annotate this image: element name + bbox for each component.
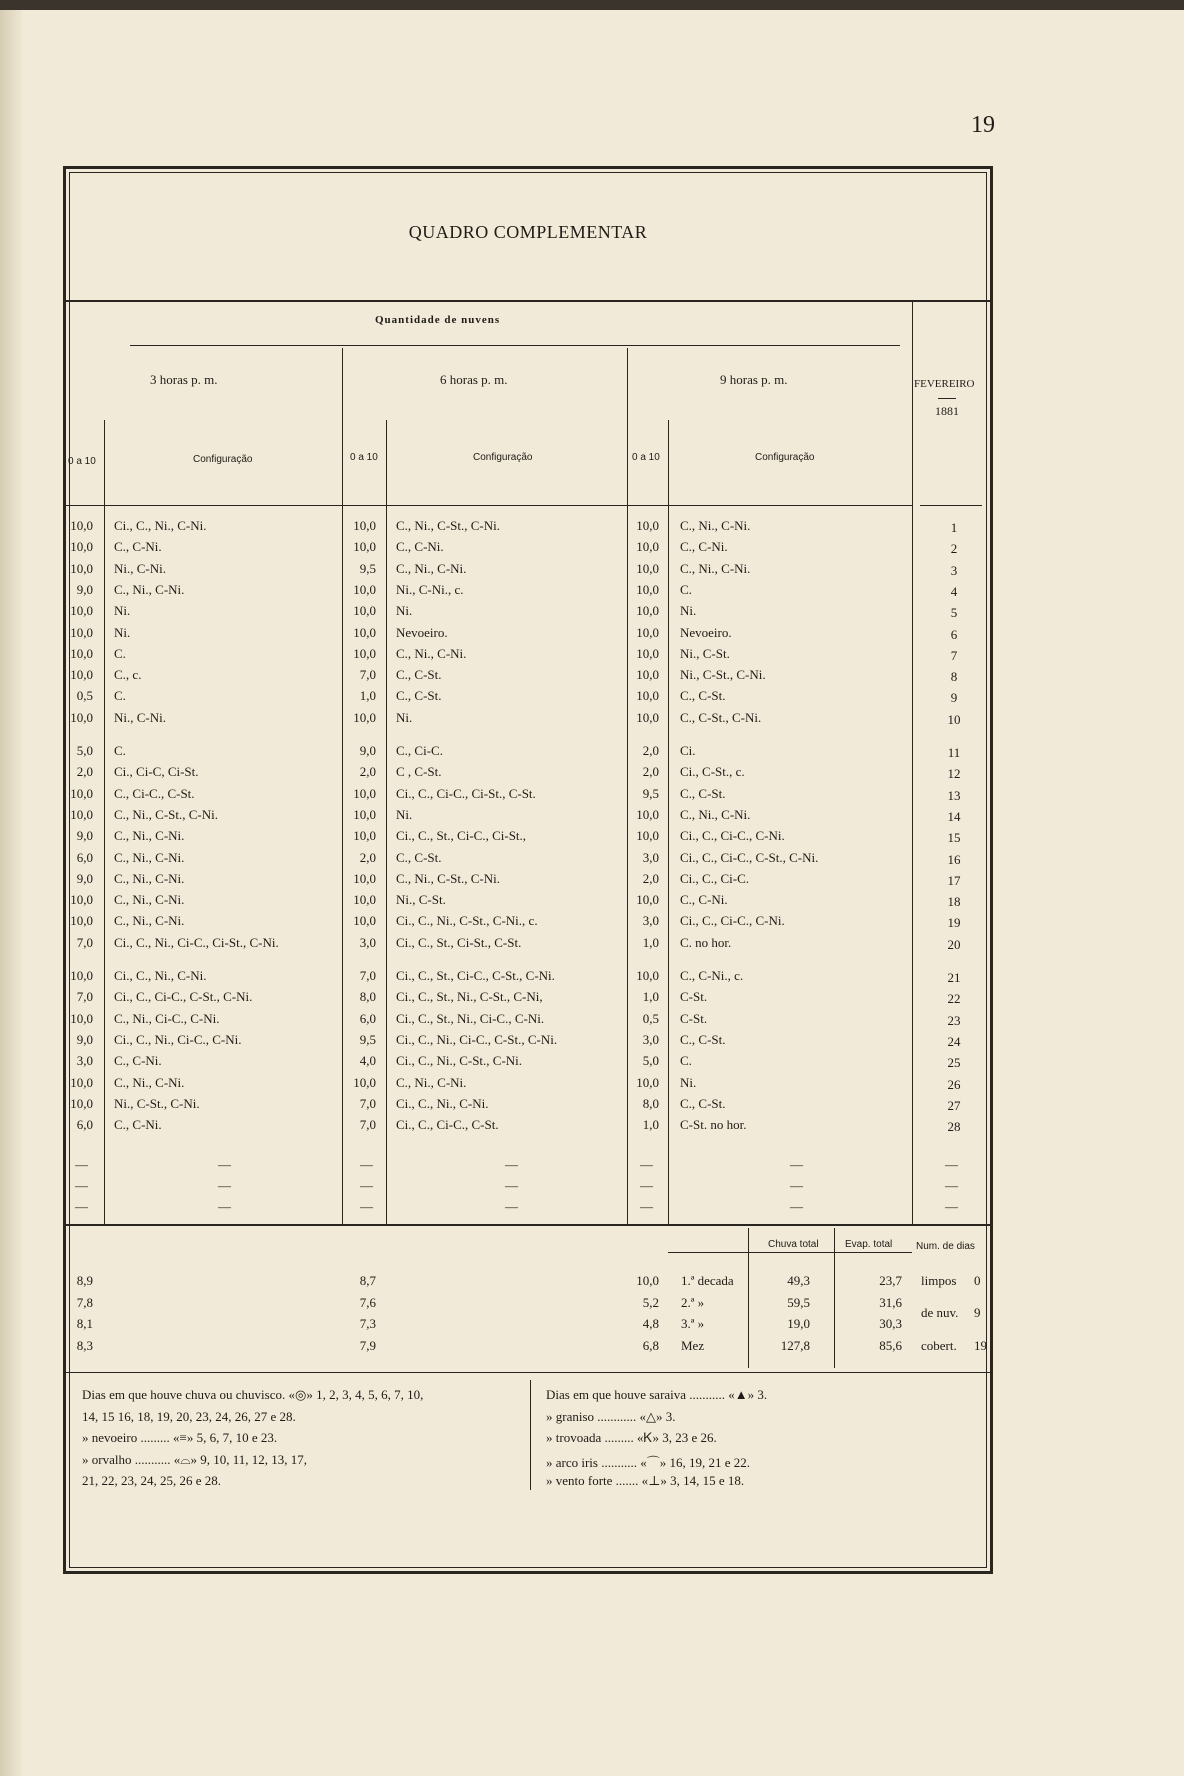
cloud-amount-9pm: 10,0 — [636, 539, 659, 555]
cloud-config-6pm: Ci., C., St., Ci-C., C-St., C-Ni. — [396, 968, 555, 983]
day-number: 6 — [950, 626, 958, 642]
cloud-amount-6pm: 9,5 — [359, 560, 376, 576]
summary-evap-total: 30,3 — [879, 1316, 902, 1331]
note-left-line: Dias em que houve chuva ou chuvisco. «◎» 1, 2, 3, 4, 5, 6, 7, 10, — [82, 1387, 424, 1402]
title-rule — [66, 300, 990, 302]
note-left-line: 21, 22, 23, 24, 25, 26 e 28. — [82, 1473, 222, 1488]
empty-dash: — — [75, 1178, 88, 1193]
day-number: 8 — [950, 669, 958, 685]
scale-header-3pm: 0 a 10 — [68, 456, 96, 467]
cloud-config-9pm: Ni., C-St. — [680, 645, 730, 661]
cloud-amount-9pm: 2,0 — [642, 743, 659, 758]
cloud-config-3pm: Ci., C., Ni., Ci-C., C-Ni. — [114, 1031, 242, 1047]
header-bottom-rule — [66, 505, 912, 506]
cloud-amount-6pm: 10,0 — [353, 870, 376, 886]
summary-chuva-total: 59,5 — [787, 1294, 810, 1310]
summary-period-label: Mez — [681, 1337, 705, 1353]
summary-period-label: 2.ª » — [681, 1294, 705, 1310]
cloud-config-9pm: C., C-St. — [680, 785, 726, 801]
notes-divider — [530, 1380, 531, 1490]
period-divider-2 — [627, 348, 628, 1226]
summary-header-chuva: Chuva total — [768, 1239, 819, 1250]
cloud-amount-3pm: 10,0 — [70, 968, 93, 983]
cloud-amount-9pm: 10,0 — [636, 667, 659, 683]
empty-dash: — — [640, 1199, 653, 1214]
day-number: 9 — [950, 690, 958, 706]
summary-days-value: 0 — [974, 1273, 981, 1288]
cloud-config-3pm: Ci., C., Ni., C-Ni. — [114, 968, 207, 983]
cloud-amount-3pm: 10,0 — [70, 624, 93, 640]
cloud-config-9pm: C., C-Ni., c. — [680, 968, 744, 983]
cloud-amount-3pm: 6,0 — [76, 849, 93, 865]
cloud-amount-9pm: 1,0 — [642, 1117, 659, 1133]
cloud-config-3pm: Ci., Ci-C, Ci-St. — [114, 764, 199, 780]
cloud-config-9pm: C., C-St. — [680, 1031, 726, 1047]
day-number: 10 — [947, 711, 961, 727]
cloud-config-9pm: Ci., C-St., c. — [680, 764, 745, 780]
cloud-config-6pm: Ci., C., Ni., C-Ni. — [396, 1095, 489, 1111]
summary-days-label: cobert. — [921, 1338, 957, 1353]
cloud-config-3pm: Ci., C., Ci-C., C-St., C-Ni. — [114, 989, 253, 1005]
cloud-amount-9pm: 0,5 — [642, 1010, 659, 1026]
cloud-amount-6pm: 2,0 — [359, 849, 376, 865]
cloud-config-6pm: Ci., C., Ni., Ci-C., C-St., C-Ni. — [396, 1031, 558, 1047]
cloud-config-9pm: C., C-St. — [680, 688, 726, 704]
cloud-amount-9pm: 10,0 — [636, 968, 659, 983]
summary-header-evap: Evap. total — [845, 1239, 893, 1250]
cloud-config-6pm: Nevoeiro. — [396, 624, 448, 640]
day-number: 14 — [947, 808, 961, 824]
cloud-amount-9pm: 1,0 — [642, 989, 659, 1005]
note-left-line: 14, 15 16, 18, 19, 20, 23, 24, 26, 27 e 28. — [82, 1408, 296, 1424]
summary-mean-6pm: 7,3 — [359, 1316, 376, 1331]
cloud-amount-9pm: 10,0 — [636, 603, 659, 619]
day-number: 18 — [947, 894, 961, 910]
cloud-config-9pm: Nevoeiro. — [680, 624, 732, 640]
cloud-amount-9pm: 9,5 — [642, 785, 659, 801]
summary-col-divider-1 — [748, 1228, 749, 1368]
cloud-config-6pm: Ni. — [396, 709, 413, 725]
summary-mean-9pm: 6,8 — [642, 1337, 659, 1353]
summary-mean-9pm: 4,8 — [642, 1316, 659, 1331]
note-right-line: » trovoada ......... «Ꮶ» 3, 23 e 26. — [546, 1430, 717, 1445]
cloud-amount-6pm: 10,0 — [353, 581, 376, 597]
cloud-amount-9pm: 10,0 — [636, 560, 659, 576]
cloud-config-3pm: Ni., C-St., C-Ni. — [114, 1095, 200, 1111]
cloud-amount-6pm: 10,0 — [353, 624, 376, 640]
cloud-amount-9pm: 10,0 — [636, 1074, 659, 1090]
day-number: 17 — [947, 872, 961, 888]
note-right-line: » arco iris ........... «⌒» 16, 19, 21 e 22. — [546, 1454, 751, 1470]
cloud-config-3pm: C., Ni., C-Ni. — [114, 892, 185, 908]
cloud-amount-3pm: 10,0 — [70, 1074, 93, 1090]
config-header-3pm: Configuração — [193, 454, 253, 465]
summary-chuva-total: 49,3 — [787, 1273, 810, 1288]
notes-top-rule — [66, 1372, 990, 1373]
cloud-config-9pm: C., Ni., C-Ni. — [680, 518, 751, 533]
cloud-config-3pm: C., Ci-C., C-St. — [114, 785, 195, 801]
cloud-config-6pm: C., C-St. — [396, 849, 442, 865]
cloud-config-9pm: C., Ni., C-Ni. — [680, 560, 751, 576]
period-header-3pm: 3 horas p. m. — [150, 372, 218, 387]
summary-mean-3pm: 8,1 — [76, 1316, 93, 1331]
summary-chuva-total: 127,8 — [780, 1337, 810, 1353]
cloud-config-3pm: C., C-Ni. — [114, 539, 162, 555]
summary-days-label: limpos — [921, 1273, 957, 1288]
summary-mean-3pm: 7,8 — [76, 1294, 93, 1310]
page-title: QUADRO COMPLEMENTAR — [408, 222, 648, 242]
cloud-config-6pm: C., Ni., C-Ni. — [396, 560, 467, 576]
empty-dash: — — [75, 1199, 88, 1214]
cloud-amount-9pm: 3,0 — [642, 913, 659, 929]
cloud-config-6pm: Ni., C-St. — [396, 892, 446, 908]
note-right-line: » graniso ............ «△» 3. — [546, 1408, 676, 1424]
cloud-config-6pm: C., Ci-C. — [396, 743, 443, 758]
cloud-amount-3pm: 10,0 — [70, 806, 93, 822]
summary-col-divider-2 — [834, 1228, 835, 1368]
cloud-config-3pm: C., Ni., C-St., C-Ni. — [114, 806, 219, 822]
cloud-config-9pm: Ni., C-St., C-Ni. — [680, 667, 766, 683]
day-number: 26 — [947, 1076, 961, 1092]
note-right-line: Dias em que houve saraiva ........... «▲» 3. — [546, 1387, 768, 1402]
cloud-amount-9pm: 10,0 — [636, 688, 659, 704]
day-number: 13 — [947, 787, 961, 803]
cloud-amount-3pm: 7,0 — [76, 989, 93, 1005]
day-number: 1 — [950, 520, 958, 535]
cloud-config-3pm: Ni. — [114, 603, 131, 619]
summary-evap-total: 31,6 — [879, 1294, 902, 1310]
cloud-amount-6pm: 10,0 — [353, 806, 376, 822]
day-number: 5 — [950, 605, 958, 621]
cloud-config-9pm: C-St. no hor. — [680, 1117, 747, 1133]
cloud-config-9pm: Ci., C., Ci-C., C-St., C-Ni. — [680, 849, 819, 865]
empty-dash: — — [790, 1178, 803, 1193]
cloud-config-9pm: C-St. — [680, 989, 708, 1005]
summary-header-dias: Num. de dias — [916, 1241, 975, 1252]
cloud-config-6pm: C., Ni., C-St., C-Ni. — [396, 870, 501, 886]
cloud-amount-6pm: 10,0 — [353, 1074, 376, 1090]
cloud-amount-9pm: 3,0 — [642, 849, 659, 865]
month-separator — [938, 398, 956, 399]
cloud-config-9pm: Ci., C., Ci-C., C-Ni. — [680, 913, 785, 929]
empty-dash: — — [945, 1199, 958, 1214]
cloud-config-9pm: Ci., C., Ci-C. — [680, 870, 749, 886]
cloud-amount-3pm: 9,0 — [76, 828, 93, 844]
cloud-amount-6pm: 10,0 — [353, 892, 376, 908]
cloud-config-6pm: Ci., C., Ci-C., C-St. — [396, 1117, 499, 1133]
empty-dash: — — [945, 1157, 958, 1172]
scale-divider-2 — [386, 420, 387, 1226]
cloud-amount-3pm: 3,0 — [76, 1053, 93, 1069]
cloud-amount-6pm: 10,0 — [353, 709, 376, 725]
note-left-line: » nevoeiro ......... «≡» 5, 6, 7, 10 e 23. — [82, 1430, 278, 1445]
cloud-config-3pm: C., C-Ni. — [114, 1053, 162, 1069]
cloud-config-9pm: C. no hor. — [680, 934, 732, 950]
cloud-amount-9pm: 2,0 — [642, 764, 659, 780]
summary-days-value: 19 — [974, 1338, 987, 1353]
empty-dash: — — [360, 1199, 373, 1214]
cloud-config-3pm: Ni., C-Ni. — [114, 560, 166, 576]
cloud-amount-3pm: 0,5 — [76, 688, 93, 704]
empty-dash: — — [218, 1199, 231, 1214]
cloud-amount-6pm: 8,0 — [359, 989, 376, 1005]
cloud-amount-6pm: 10,0 — [353, 603, 376, 619]
cloud-amount-6pm: 6,0 — [359, 1010, 376, 1026]
cloud-amount-3pm: 6,0 — [76, 1117, 93, 1133]
cloud-amount-9pm: 10,0 — [636, 828, 659, 844]
period-divider-1 — [342, 348, 343, 1226]
summary-evap-total: 23,7 — [879, 1273, 902, 1288]
cloud-amount-6pm: 4,0 — [359, 1053, 376, 1069]
cloud-amount-3pm: 10,0 — [70, 645, 93, 661]
cloud-amount-6pm: 7,0 — [359, 968, 376, 983]
cloud-config-9pm: Ni. — [680, 603, 697, 619]
cloud-config-6pm: Ni. — [396, 806, 413, 822]
cloud-config-9pm: Ni. — [680, 1074, 697, 1090]
cloud-config-3pm: C., Ni., C-Ni. — [114, 849, 185, 865]
empty-dash: — — [640, 1178, 653, 1193]
note-left-line: » orvalho ........... «⌓» 9, 10, 11, 12, 13, 17, — [82, 1451, 308, 1467]
config-header-9pm: Configuração — [755, 452, 815, 463]
day-number: 23 — [947, 1012, 961, 1028]
scale-divider-3 — [668, 420, 669, 1226]
summary-days-value: 9 — [974, 1305, 981, 1320]
cloud-config-9pm: Ci., C., Ci-C., C-Ni. — [680, 828, 785, 844]
cloud-config-3pm: C., Ni., C-Ni. — [114, 828, 185, 844]
cloud-config-3pm: C., Ni., Ci-C., C-Ni. — [114, 1010, 220, 1026]
page-spine — [0, 0, 22, 1776]
cloud-amount-6pm: 10,0 — [353, 645, 376, 661]
month-header: FEVEREIRO — [914, 378, 975, 390]
cloud-amount-3pm: 10,0 — [70, 709, 93, 725]
cloud-amount-6pm: 1,0 — [359, 688, 376, 704]
cloud-amount-3pm: 10,0 — [70, 1010, 93, 1026]
summary-period-label: 3.ª » — [681, 1316, 705, 1331]
empty-dash: — — [360, 1157, 373, 1172]
day-number: 12 — [947, 766, 961, 782]
cloud-amount-3pm: 5,0 — [76, 743, 93, 758]
cloud-amount-9pm: 10,0 — [636, 581, 659, 597]
cloud-config-9pm: C-St. — [680, 1010, 708, 1026]
cloud-amount-6pm: 10,0 — [353, 913, 376, 929]
empty-dash: — — [75, 1157, 88, 1172]
summary-mean-6pm: 7,6 — [359, 1294, 376, 1310]
cloud-config-3pm: C., Ni., C-Ni. — [114, 913, 185, 929]
day-number: 11 — [947, 745, 961, 760]
cloud-config-9pm: C., C-Ni. — [680, 539, 728, 555]
month-bottom-rule — [920, 505, 982, 506]
cloud-config-6pm: Ci., C., St., Ni., C-St., C-Ni, — [396, 989, 543, 1005]
cloud-config-9pm: C., C-Ni. — [680, 892, 728, 908]
cloud-amount-3pm: 10,0 — [70, 913, 93, 929]
cloud-config-6pm: C., C-St. — [396, 667, 442, 683]
cloud-amount-6pm: 9,5 — [359, 1031, 376, 1047]
day-number: 2 — [950, 541, 958, 557]
cloud-config-3pm: Ni. — [114, 624, 131, 640]
summary-evap-total: 85,6 — [879, 1337, 902, 1353]
summary-mean-6pm: 8,7 — [359, 1273, 376, 1288]
cloud-amount-9pm: 10,0 — [636, 645, 659, 661]
day-number: 16 — [947, 851, 961, 867]
cloud-config-3pm: C. — [114, 688, 126, 704]
summary-top-rule — [66, 1224, 990, 1226]
cloud-amount-3pm: 10,0 — [70, 892, 93, 908]
cloud-config-3pm: C., c. — [114, 667, 142, 683]
cloud-config-9pm: C., Ni., C-Ni. — [680, 806, 751, 822]
cloud-config-9pm: C. — [680, 581, 692, 597]
period-header-9pm: 9 horas p. m. — [720, 372, 788, 387]
empty-dash: — — [505, 1157, 518, 1172]
empty-dash: — — [218, 1178, 231, 1193]
cloud-config-3pm: C., Ni., C-Ni. — [114, 1074, 185, 1090]
cloud-config-6pm: Ci., C., St., Ci-C., Ci-St., — [396, 828, 527, 844]
cloud-amount-6pm: 10,0 — [353, 539, 376, 555]
scale-header-9pm: 0 a 10 — [632, 452, 660, 463]
page-number: 19 — [971, 112, 995, 138]
cloud-amount-6pm: 7,0 — [359, 1117, 376, 1133]
cloud-amount-6pm: 10,0 — [353, 828, 376, 844]
day-number: 25 — [947, 1055, 961, 1071]
group-header: Quantidade de nuvens — [375, 314, 501, 326]
cloud-config-6pm: Ci., C., St., Ci-St., C-St. — [396, 934, 522, 950]
summary-mean-3pm: 8,9 — [76, 1273, 93, 1288]
cloud-amount-6pm: 2,0 — [359, 764, 376, 780]
cloud-config-6pm: Ci., C., Ni., C-St., C-Ni., c. — [396, 913, 538, 929]
summary-mean-9pm: 5,2 — [642, 1294, 659, 1310]
empty-dash: — — [360, 1178, 373, 1193]
cloud-amount-9pm: 10,0 — [636, 709, 659, 725]
cloud-amount-3pm: 9,0 — [76, 581, 93, 597]
cloud-config-6pm: Ni. — [396, 603, 413, 619]
cloud-config-6pm: Ni., C-Ni., c. — [396, 581, 464, 597]
cloud-amount-6pm: 3,0 — [359, 934, 376, 950]
cloud-amount-3pm: 10,0 — [70, 539, 93, 555]
cloud-amount-9pm: 10,0 — [636, 518, 659, 533]
cloud-amount-9pm: 3,0 — [642, 1031, 659, 1047]
day-number: 3 — [950, 562, 958, 578]
cloud-config-9pm: C. — [680, 1053, 692, 1069]
note-right-line: » vento forte ....... «⊥» 3, 14, 15 e 18. — [546, 1473, 745, 1488]
year-header: 1881 — [935, 404, 959, 418]
group-rule — [130, 345, 900, 346]
cloud-config-6pm: C., C-St. — [396, 688, 442, 704]
cloud-config-3pm: Ci., C., Ni., Ci-C., Ci-St., C-Ni. — [114, 934, 279, 950]
cloud-config-3pm: Ni., C-Ni. — [114, 709, 166, 725]
empty-dash: — — [218, 1157, 231, 1172]
empty-dash: — — [790, 1199, 803, 1214]
cloud-amount-3pm: 9,0 — [76, 1031, 93, 1047]
empty-dash: — — [790, 1157, 803, 1172]
day-number: 21 — [947, 970, 961, 985]
cloud-amount-3pm: 2,0 — [76, 764, 93, 780]
day-number: 15 — [947, 830, 961, 846]
cloud-config-3pm: C. — [114, 645, 126, 661]
summary-mean-6pm: 7,9 — [359, 1337, 376, 1353]
cloud-config-9pm: C., C-St., C-Ni. — [680, 709, 762, 725]
cloud-config-6pm: C., Ni., C-St., C-Ni. — [396, 518, 501, 533]
config-header-6pm: Configuração — [473, 452, 533, 463]
cloud-amount-9pm: 10,0 — [636, 806, 659, 822]
cloud-amount-6pm: 7,0 — [359, 667, 376, 683]
cloud-config-3pm: C. — [114, 743, 126, 758]
cloud-config-3pm: C., Ni., C-Ni. — [114, 581, 185, 597]
cloud-amount-6pm: 10,0 — [353, 785, 376, 801]
cloud-amount-3pm: 9,0 — [76, 870, 93, 886]
cloud-config-6pm: C., Ni., C-Ni. — [396, 1074, 467, 1090]
cloud-config-3pm: C., Ni., C-Ni. — [114, 870, 185, 886]
day-number: 7 — [950, 647, 958, 663]
cloud-amount-9pm: 10,0 — [636, 892, 659, 908]
cloud-config-6pm: C., C-Ni. — [396, 539, 444, 555]
day-number: 19 — [947, 915, 961, 931]
cloud-config-3pm: C., C-Ni. — [114, 1117, 162, 1133]
period-header-6pm: 6 horas p. m. — [440, 372, 508, 387]
cloud-amount-3pm: 10,0 — [70, 518, 93, 533]
cloud-amount-6pm: 9,0 — [359, 743, 376, 758]
cloud-amount-9pm: 5,0 — [642, 1053, 659, 1069]
cloud-amount-6pm: 10,0 — [353, 518, 376, 533]
cloud-amount-3pm: 10,0 — [70, 785, 93, 801]
empty-dash: — — [505, 1178, 518, 1193]
day-number: 22 — [947, 991, 961, 1007]
cloud-config-9pm: C., C-St. — [680, 1095, 726, 1111]
summary-mean-9pm: 10,0 — [636, 1273, 659, 1288]
day-number: 4 — [950, 583, 958, 599]
summary-chuva-total: 19,0 — [787, 1316, 810, 1331]
cloud-amount-9pm: 1,0 — [642, 934, 659, 950]
day-number: 28 — [947, 1119, 961, 1135]
cloud-amount-3pm: 7,0 — [76, 934, 93, 950]
empty-dash: — — [945, 1178, 958, 1193]
month-column-divider — [912, 302, 913, 1226]
page-top-edge — [0, 0, 1184, 10]
summary-header-rule — [668, 1252, 912, 1253]
empty-dash: — — [640, 1157, 653, 1172]
cloud-amount-3pm: 10,0 — [70, 603, 93, 619]
scale-header-6pm: 0 a 10 — [350, 452, 378, 463]
cloud-config-6pm: Ci., C., St., Ni., Ci-C., C-Ni. — [396, 1010, 545, 1026]
cloud-config-3pm: Ci., C., Ni., C-Ni. — [114, 518, 207, 533]
cloud-config-6pm: C , C-St. — [396, 764, 442, 780]
scale-divider-1 — [104, 420, 105, 1226]
day-number: 24 — [947, 1033, 961, 1049]
day-number: 20 — [947, 936, 961, 952]
cloud-config-6pm: Ci., C., Ni., C-St., C-Ni. — [396, 1053, 523, 1069]
empty-dash: — — [505, 1199, 518, 1214]
summary-period-label: 1.ª decada — [681, 1273, 734, 1288]
cloud-amount-6pm: 7,0 — [359, 1095, 376, 1111]
cloud-amount-3pm: 10,0 — [70, 1095, 93, 1111]
cloud-amount-9pm: 2,0 — [642, 870, 659, 886]
cloud-config-6pm: Ci., C., Ci-C., Ci-St., C-St. — [396, 785, 536, 801]
cloud-config-9pm: Ci. — [680, 743, 696, 758]
cloud-amount-9pm: 10,0 — [636, 624, 659, 640]
summary-days-label: de nuv. — [921, 1305, 959, 1320]
cloud-config-6pm: C., Ni., C-Ni. — [396, 645, 467, 661]
cloud-amount-3pm: 10,0 — [70, 667, 93, 683]
cloud-amount-3pm: 10,0 — [70, 560, 93, 576]
cloud-amount-9pm: 8,0 — [642, 1095, 659, 1111]
summary-mean-3pm: 8,3 — [76, 1337, 93, 1353]
day-number: 27 — [947, 1097, 961, 1113]
